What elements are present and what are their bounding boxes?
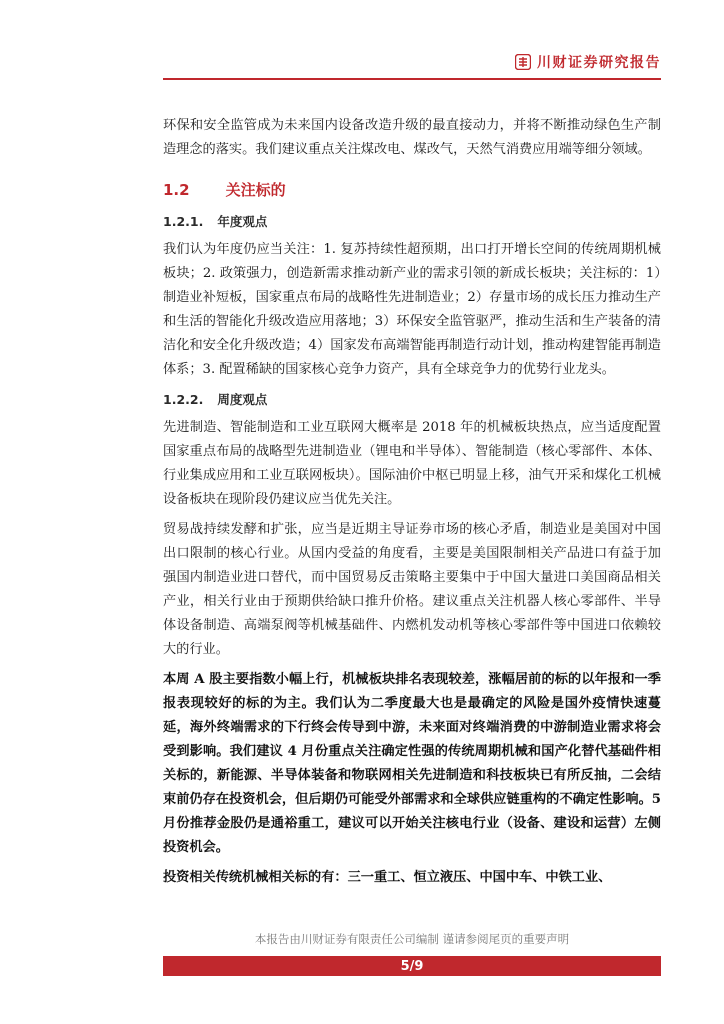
brand-name: 川财证券研究报告 <box>537 55 661 71</box>
intro-paragraph: 环保和安全监管成为未来国内设备改造升级的最直接动力，并将不断推动绿色生产制造理念的落实。我们建议重点关注煤改电、煤改气，天然气消费应用端等细分领域。 <box>163 118 661 157</box>
weekly-view-paragraph-1: 先进制造、智能制造和工业互联网大概率是 2018 年的机械板块热点，应当适度配置国家重点布局的战略型先进制造业（锂电和半导体）、智能制造（核心零部件、本体、行业集成应用和工业互联网板块）。国际油价中枢已明显上移，油气开采和煤化工机械设备板块在现阶段仍建议应当优先关注。 <box>163 420 661 507</box>
subsection-number: 1.2.1. <box>163 214 204 229</box>
section-heading <box>163 178 661 202</box>
page-number-bar <box>163 956 661 976</box>
subsection-heading-annual <box>163 210 661 234</box>
weekly-view-paragraph-3: 本周 A 股主要指数小幅上行，机械板块排名表现较差，涨幅居前的标的以年报和一季报表现较好的标的为主。我们认为二季度最大也是最确定的风险是国外疫情快速蔓延，海外终端需求的下行终会传导到中游，未来面对终端消费的中游制造业需求将会受到影响。我们建议 4 月份重点关注确定性强的传统周期机械和国产化替代基础件相关标的，新能源、半导体装备和物联网相关先进制造和科技板块已有所反抽，二会结束前仍存在投资机会，但后期仍可能受外部需求和全球供应链重构的不确定性影响。5 月份推荐金股仍是通裕重工，建议可以开始关注核电行业（设备、建设和运营）左侧投资机会。 <box>163 672 661 855</box>
footer-disclaimer: 本报告由川财证券有限责任公司编制 谨请参阅尾页的重要声明 <box>254 932 570 946</box>
page-number: 5/9 <box>400 958 424 974</box>
subsection-title: 年度观点 <box>217 214 268 229</box>
subsection-number: 1.2.2. <box>163 392 204 407</box>
section-number: 1.2 <box>163 181 190 199</box>
chuancai-logo-icon <box>515 54 531 70</box>
weekly-view-paragraph-2: 贸易战持续发酵和扩张，应当是近期主导证券市场的核心矛盾，制造业是美国对中国出口限制的核心行业。从国内受益的角度看，主要是美国限制相关产品进口有益于加强国内制造业进口替代，而中国贸易反击策略主要集中于中国大量进口美国商品相关产业，相关行业由于预期供给缺口推升价格。建议重点关注机器人核心零部件、半导体设备制造、高端泵阀等机械基础件、内燃机发动机等核心零部件等中国进口依赖较大的行业。 <box>163 522 661 657</box>
annual-view-paragraph: 我们认为年度仍应当关注：1. 复苏持续性超预期，出口打开增长空间的传统周期机械板块；2. 政策强力，创造新需求推动新产业的需求引领的新成长板块；关注标的：1）制造业补短板，国家重点布局的战略性先进制造业；2）存量市场的成长压力推动生产和生活的智能化升级改造应用落地；3）环保安全监管驱严，推动生活和生产装备的清洁化和安全化升级改造；4）国家发布高端智能再制造行动计划，推动构建智能再制造体系；3. 配置稀缺的国家核心竞争力资产，具有全球竞争力的优势行业龙头。 <box>163 242 661 377</box>
brand <box>515 52 661 72</box>
section-title: 关注标的 <box>225 181 286 199</box>
header-divider <box>163 78 661 80</box>
subsection-heading-weekly <box>163 388 661 412</box>
weekly-view-paragraph-4: 投资相关传统机械相关标的有：三一重工、恒立液压、中国中车、中铁工业、 <box>163 870 612 885</box>
page-header <box>163 44 661 90</box>
report-body <box>163 104 661 890</box>
page-footer <box>163 930 661 976</box>
subsection-title: 周度观点 <box>217 392 268 407</box>
